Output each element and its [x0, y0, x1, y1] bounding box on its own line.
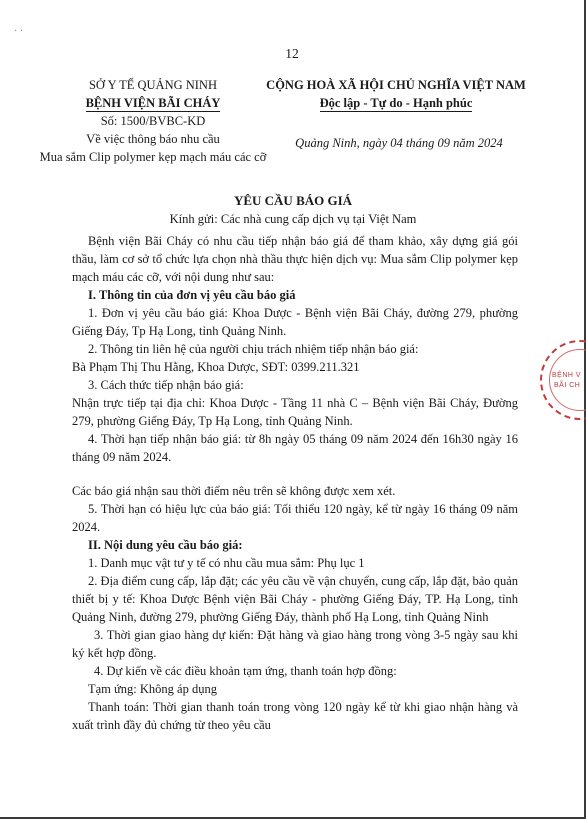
section-2-heading: II. Nội dung yêu cầu báo giá: [88, 538, 243, 552]
section-1-item-3: 3. Cách thức tiếp nhận báo giá: [88, 378, 244, 392]
hospital-name: BỆNH VIỆN BÃI CHÁY [85, 96, 221, 110]
section-1-item-4: 4. Thời hạn tiếp nhận báo giá: từ 8h ngày 05 tháng 09 năm 2024 đến 16h30 ngày 16 tháng 09 năm 2024. [72, 432, 518, 464]
section-1-item-3-detail: Nhận trực tiếp tại địa chỉ: Khoa Dược - Tầng 11 nhà C – Bệnh viện Bãi Cháy, Đường 279, phường Giếng Đáy, Tp Hạ Long, tỉnh Quảng Ninh. [72, 396, 518, 428]
section-2-item-4: 4. Dự kiến về các điều khoản tạm ứng, thanh toán hợp đồng: [94, 664, 397, 678]
section-2-item-1: 1. Danh mục vật tư y tế có nhu cầu mua sắm: Phụ lục 1 [88, 556, 365, 570]
header-left [28, 76, 278, 166]
nation-name: CỘNG HOÀ XÃ HỘI CHỦ NGHĨA VIỆT NAM [266, 78, 526, 92]
section-1-item-2: 2. Thông tin liên hệ của người chịu trách nhiệm tiếp nhận báo giá: [88, 342, 419, 356]
section-1-item-1: 1. Đơn vị yêu cầu báo giá: Khoa Dược - Bệnh viện Bãi Cháy, đường 279, phường Giếng Đáy, Tp Hạ Long, tỉnh Quảng Ninh. [72, 306, 518, 338]
section-2-item-3: 3. Thời gian giao hàng dự kiến: Đặt hàng và giao hàng trong vòng 3-5 ngày sau khi ký kết hợp đồng. [72, 628, 518, 660]
section-1-heading: I. Thông tin của đơn vị yêu cầu báo giá [88, 288, 296, 302]
header-right [248, 76, 544, 112]
document-date: Quảng Ninh, ngày 04 tháng 09 năm 2024 [295, 136, 503, 150]
advance-payment: Tạm ứng: Không áp dụng [88, 682, 217, 696]
subject-line-1: Về việc thông báo nhu cầu [86, 132, 220, 146]
department-name: SỞ Y TẾ QUẢNG NINH [88, 78, 217, 92]
scan-specks: · · [14, 26, 24, 37]
intro-paragraph: Bệnh viện Bãi Cháy có nhu cầu tiếp nhận báo giá để tham khảo, xây dựng giá gói thầu, làm cơ sở tổ chức lựa chọn nhà thầu thực hiện dịch vụ: Mua sắm Clip polymer kẹp mạch máu các cỡ, với nội dung như sau: [72, 234, 518, 284]
document-body [72, 232, 518, 734]
national-motto: Độc lập - Tự do - Hạnh phúc [319, 96, 473, 110]
stamp-text-1: BỆNH V [552, 372, 582, 379]
document-number: Số: 1500/BVBC-KD [100, 114, 206, 128]
document-title: YÊU CẦU BÁO GIÁ [233, 193, 353, 208]
spacer [72, 466, 518, 482]
stamp-text-2: BÃI CH [554, 382, 581, 389]
page-number: 12 [285, 46, 299, 61]
subject-line-2: Mua sắm Clip polymer kẹp mạch máu các cỡ [39, 150, 267, 164]
section-1-item-5: 5. Thời hạn có hiệu lực của báo giá: Tối thiểu 120 ngày, kể từ ngày 16 tháng 09 năm 2024. [72, 502, 518, 534]
section-1-item-2-detail: Bà Phạm Thị Thu Hằng, Khoa Dược, SĐT: 0399.211.321 [72, 360, 360, 374]
hospital-stamp [540, 340, 586, 420]
payment-terms: Thanh toán: Thời gian thanh toán trong vòng 120 ngày kể từ khi giao nhận hàng và xuất trình đầy đủ chứng từ theo yêu cầu [72, 700, 518, 732]
section-1-note: Các báo giá nhận sau thời điểm nêu trên sẽ không được xem xét. [72, 484, 396, 498]
stamp-inner-ring [549, 349, 586, 411]
section-2-item-2: 2. Địa điểm cung cấp, lắp đặt; các yêu cầu về vận chuyển, cung cấp, lắp đặt, bảo quản thiết bị y tế: Khoa Dược Bệnh viện Bãi Cháy - phường Giếng Đáy, TP. Hạ Long, tỉnh Quảng Ninh, đường 279, phường Giếng Đáy, thành phố Hạ Long, tỉnh Quảng Ninh [72, 574, 518, 624]
recipient-line: Kính gửi: Các nhà cung cấp dịch vụ tại Việt Nam [169, 212, 417, 226]
